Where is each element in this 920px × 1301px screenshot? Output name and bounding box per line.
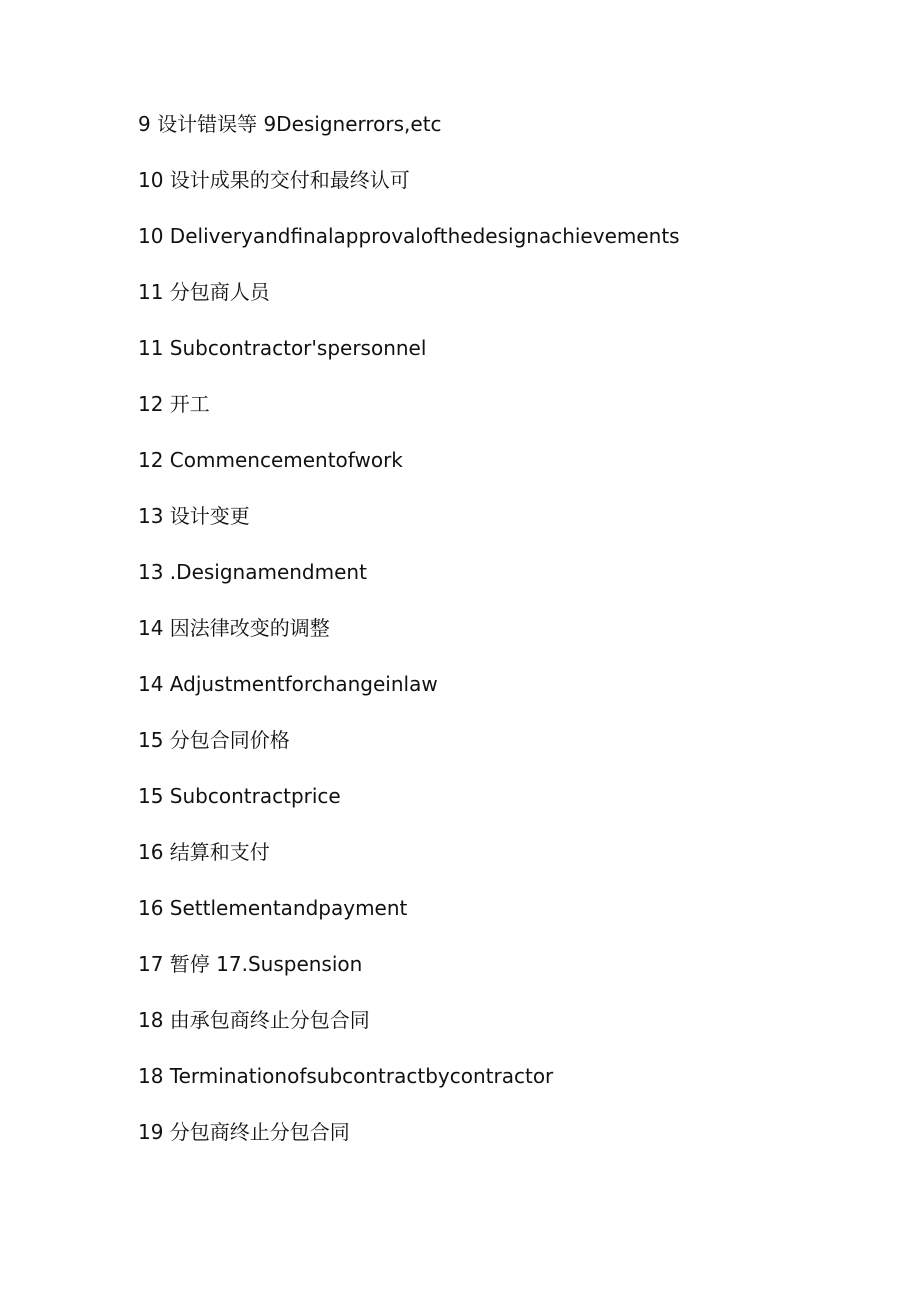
contents-line: 11 分包商人员 <box>138 280 270 304</box>
contents-list <box>138 106 878 1170</box>
contents-line: 18 Terminationofsubcontractbycontractor <box>138 1064 554 1088</box>
contents-line: 14 因法律改变的调整 <box>138 616 330 640</box>
contents-line: 15 Subcontractprice <box>138 784 341 808</box>
contents-line: 16 结算和支付 <box>138 840 270 864</box>
contents-line: 19 分包商终止分包合同 <box>138 1120 350 1144</box>
contents-line: 11 Subcontractor'spersonnel <box>138 336 427 360</box>
contents-line: 9 设计错误等 9Designerrors,etc <box>138 112 442 136</box>
contents-line: 15 分包合同价格 <box>138 728 290 752</box>
contents-line: 16 Settlementandpayment <box>138 896 408 920</box>
contents-line: 13 设计变更 <box>138 504 250 528</box>
contents-line: 17 暂停 17.Suspension <box>138 952 363 976</box>
contents-line: 13 .Designamendment <box>138 560 367 584</box>
contents-line: 12 Commencementofwork <box>138 448 403 472</box>
contents-line: 18 由承包商终止分包合同 <box>138 1008 370 1032</box>
contents-line: 12 开工 <box>138 392 210 416</box>
contents-line: 10 设计成果的交付和最终认可 <box>138 168 410 192</box>
contents-line: 14 Adjustmentforchangeinlaw <box>138 672 438 696</box>
contents-line: 10 Deliveryandfinalapprovalofthedesignachievements <box>138 224 680 248</box>
